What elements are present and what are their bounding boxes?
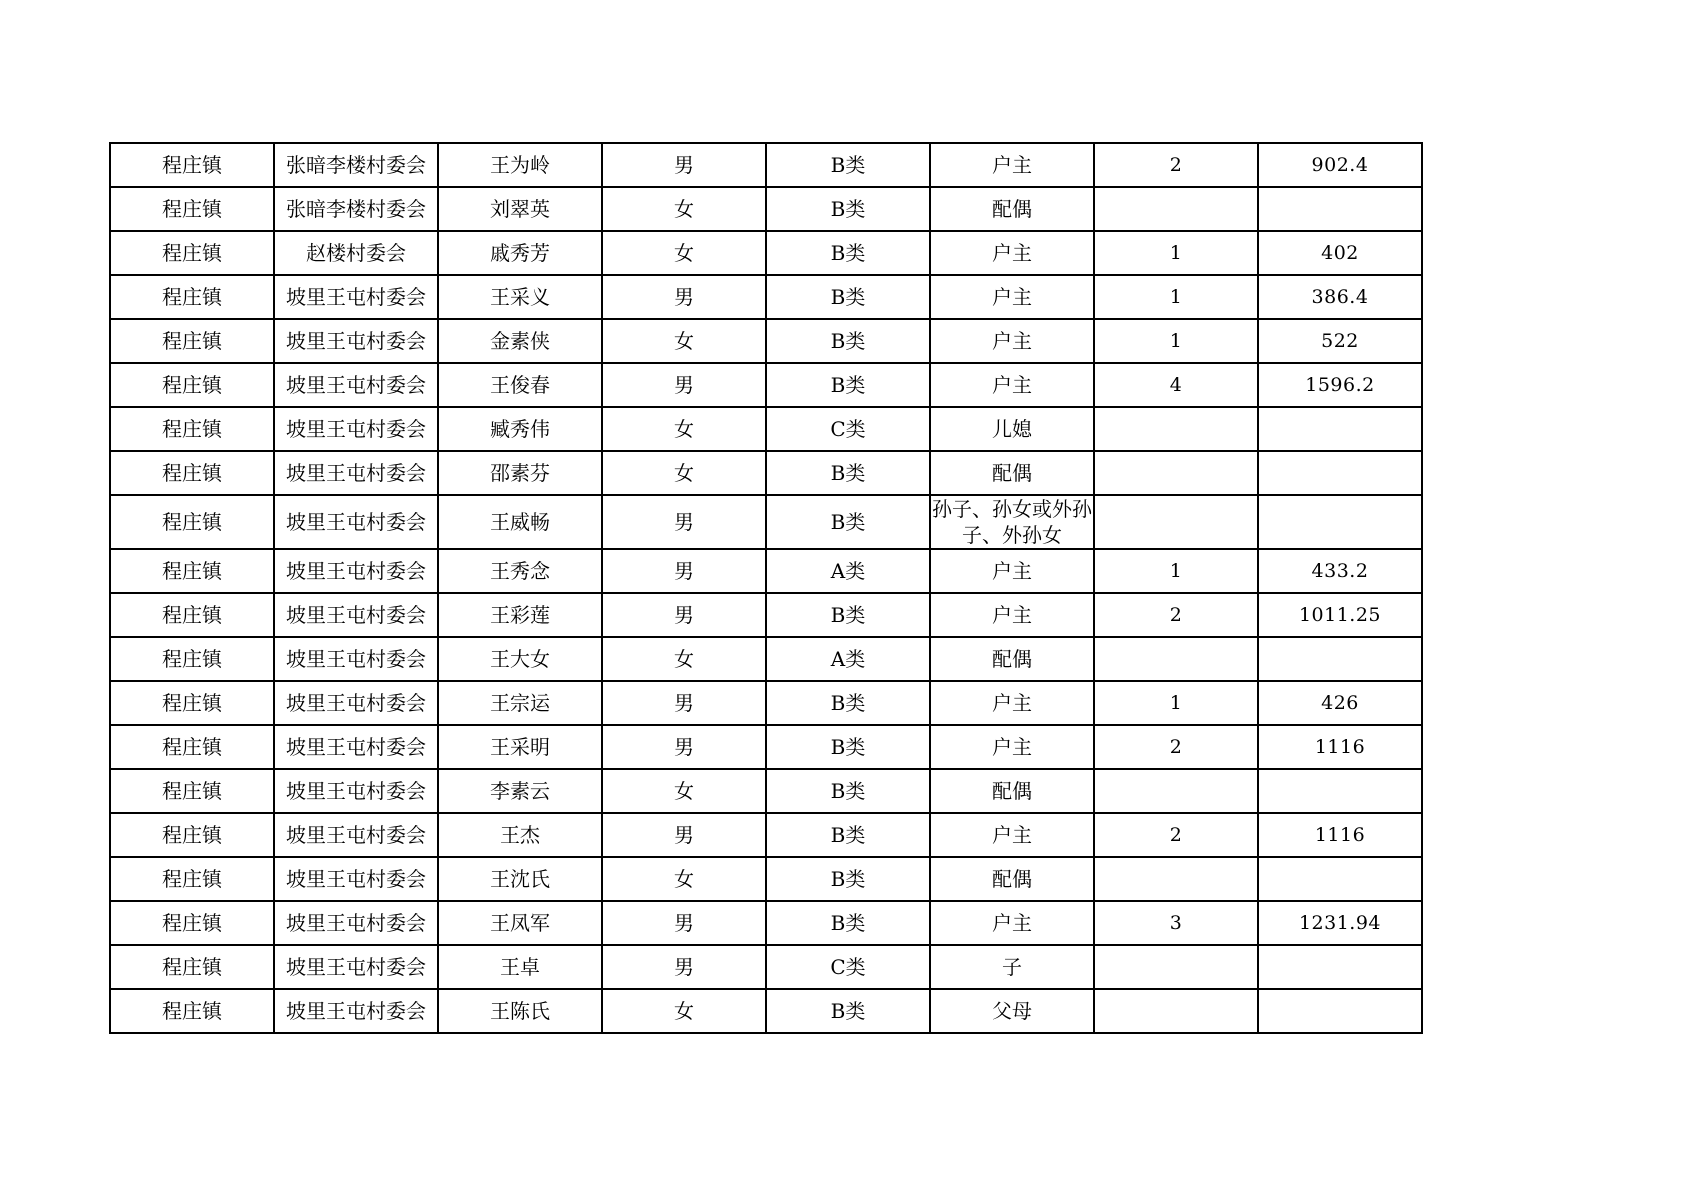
cell-name: 王凤军 (438, 901, 602, 945)
cell-count: 2 (1094, 813, 1258, 857)
cell-category: B类 (766, 187, 930, 231)
cell-count: 1 (1094, 231, 1258, 275)
cell-town: 程庄镇 (110, 187, 274, 231)
cell-town: 程庄镇 (110, 989, 274, 1033)
cell-name: 邵素芬 (438, 451, 602, 495)
cell-count (1094, 945, 1258, 989)
cell-amount (1258, 989, 1422, 1033)
cell-amount: 426 (1258, 681, 1422, 725)
cell-amount (1258, 769, 1422, 813)
cell-relation: 子 (930, 945, 1094, 989)
cell-count: 3 (1094, 901, 1258, 945)
table-row (110, 813, 1422, 857)
cell-amount: 1596.2 (1258, 363, 1422, 407)
cell-count (1094, 451, 1258, 495)
cell-village: 坡里王屯村委会 (274, 813, 438, 857)
cell-category: B类 (766, 901, 930, 945)
cell-category: B类 (766, 319, 930, 363)
cell-category: B类 (766, 857, 930, 901)
cell-amount (1258, 187, 1422, 231)
cell-relation: 户主 (930, 275, 1094, 319)
table-row (110, 681, 1422, 725)
cell-relation: 户主 (930, 901, 1094, 945)
cell-amount: 402 (1258, 231, 1422, 275)
cell-name: 刘翠英 (438, 187, 602, 231)
table-row (110, 495, 1422, 549)
cell-category: B类 (766, 495, 930, 549)
cell-name: 王彩莲 (438, 593, 602, 637)
cell-amount: 1116 (1258, 725, 1422, 769)
table-row (110, 637, 1422, 681)
cell-count: 1 (1094, 681, 1258, 725)
cell-gender: 女 (602, 451, 766, 495)
cell-count (1094, 857, 1258, 901)
cell-relation: 配偶 (930, 637, 1094, 681)
cell-amount: 522 (1258, 319, 1422, 363)
cell-gender: 女 (602, 637, 766, 681)
table-row (110, 143, 1422, 187)
cell-count (1094, 407, 1258, 451)
cell-amount (1258, 637, 1422, 681)
cell-gender: 女 (602, 231, 766, 275)
cell-gender: 男 (602, 593, 766, 637)
cell-village: 赵楼村委会 (274, 231, 438, 275)
cell-relation: 配偶 (930, 187, 1094, 231)
cell-count: 1 (1094, 275, 1258, 319)
cell-town: 程庄镇 (110, 637, 274, 681)
cell-name: 戚秀芳 (438, 231, 602, 275)
cell-gender: 男 (602, 363, 766, 407)
cell-category: B类 (766, 989, 930, 1033)
cell-count (1094, 989, 1258, 1033)
cell-category: C类 (766, 407, 930, 451)
table-row (110, 231, 1422, 275)
cell-town: 程庄镇 (110, 495, 274, 549)
cell-town: 程庄镇 (110, 945, 274, 989)
cell-village: 坡里王屯村委会 (274, 451, 438, 495)
cell-village: 坡里王屯村委会 (274, 901, 438, 945)
cell-town: 程庄镇 (110, 143, 274, 187)
cell-village: 坡里王屯村委会 (274, 945, 438, 989)
cell-category: B类 (766, 769, 930, 813)
cell-category: B类 (766, 593, 930, 637)
cell-name: 金素侠 (438, 319, 602, 363)
cell-town: 程庄镇 (110, 857, 274, 901)
table-row (110, 275, 1422, 319)
table-row (110, 945, 1422, 989)
cell-relation: 户主 (930, 143, 1094, 187)
cell-village: 坡里王屯村委会 (274, 593, 438, 637)
cell-category: B类 (766, 275, 930, 319)
cell-village: 坡里王屯村委会 (274, 549, 438, 593)
cell-name: 王采义 (438, 275, 602, 319)
cell-gender: 女 (602, 769, 766, 813)
cell-village: 坡里王屯村委会 (274, 637, 438, 681)
cell-name: 李素云 (438, 769, 602, 813)
cell-village: 坡里王屯村委会 (274, 725, 438, 769)
cell-gender: 男 (602, 143, 766, 187)
cell-town: 程庄镇 (110, 231, 274, 275)
cell-relation: 户主 (930, 681, 1094, 725)
cell-gender: 女 (602, 989, 766, 1033)
cell-name: 臧秀伟 (438, 407, 602, 451)
table-row (110, 407, 1422, 451)
cell-town: 程庄镇 (110, 725, 274, 769)
cell-village: 坡里王屯村委会 (274, 275, 438, 319)
cell-gender: 男 (602, 495, 766, 549)
cell-amount (1258, 451, 1422, 495)
cell-relation: 户主 (930, 593, 1094, 637)
cell-gender: 男 (602, 945, 766, 989)
cell-category: B类 (766, 363, 930, 407)
cell-town: 程庄镇 (110, 813, 274, 857)
table-row (110, 901, 1422, 945)
table-row (110, 725, 1422, 769)
cell-relation: 户主 (930, 363, 1094, 407)
cell-gender: 男 (602, 725, 766, 769)
cell-count: 1 (1094, 319, 1258, 363)
cell-category: B类 (766, 451, 930, 495)
cell-count: 2 (1094, 143, 1258, 187)
cell-gender: 女 (602, 319, 766, 363)
cell-town: 程庄镇 (110, 319, 274, 363)
cell-village: 坡里王屯村委会 (274, 495, 438, 549)
cell-category: A类 (766, 549, 930, 593)
cell-amount: 1231.94 (1258, 901, 1422, 945)
cell-town: 程庄镇 (110, 593, 274, 637)
cell-town: 程庄镇 (110, 407, 274, 451)
table-row (110, 593, 1422, 637)
table-row (110, 857, 1422, 901)
cell-town: 程庄镇 (110, 363, 274, 407)
cell-village: 坡里王屯村委会 (274, 857, 438, 901)
cell-name: 王陈氏 (438, 989, 602, 1033)
cell-village: 张暗李楼村委会 (274, 143, 438, 187)
cell-amount: 386.4 (1258, 275, 1422, 319)
cell-gender: 女 (602, 857, 766, 901)
cell-relation: 配偶 (930, 857, 1094, 901)
cell-town: 程庄镇 (110, 769, 274, 813)
cell-amount (1258, 945, 1422, 989)
cell-amount (1258, 495, 1422, 549)
table-row (110, 319, 1422, 363)
table-row (110, 989, 1422, 1033)
cell-relation: 儿媳 (930, 407, 1094, 451)
cell-relation: 配偶 (930, 769, 1094, 813)
cell-count: 2 (1094, 725, 1258, 769)
cell-village: 坡里王屯村委会 (274, 769, 438, 813)
cell-name: 王采明 (438, 725, 602, 769)
cell-relation: 户主 (930, 725, 1094, 769)
cell-category: B类 (766, 725, 930, 769)
cell-name: 王沈氏 (438, 857, 602, 901)
cell-count (1094, 187, 1258, 231)
cell-category: B类 (766, 681, 930, 725)
cell-gender: 男 (602, 681, 766, 725)
cell-amount: 902.4 (1258, 143, 1422, 187)
cell-count: 2 (1094, 593, 1258, 637)
cell-village: 张暗李楼村委会 (274, 187, 438, 231)
table-row (110, 451, 1422, 495)
table-row (110, 363, 1422, 407)
cell-name: 王秀念 (438, 549, 602, 593)
cell-name: 王俊春 (438, 363, 602, 407)
cell-relation: 户主 (930, 813, 1094, 857)
cell-name: 王宗运 (438, 681, 602, 725)
cell-count (1094, 637, 1258, 681)
cell-relation: 配偶 (930, 451, 1094, 495)
cell-name: 王卓 (438, 945, 602, 989)
table-row (110, 187, 1422, 231)
cell-village: 坡里王屯村委会 (274, 989, 438, 1033)
cell-category: C类 (766, 945, 930, 989)
cell-town: 程庄镇 (110, 901, 274, 945)
household-table (109, 142, 1423, 1034)
cell-gender: 女 (602, 407, 766, 451)
cell-gender: 男 (602, 813, 766, 857)
cell-gender: 女 (602, 187, 766, 231)
table-row (110, 549, 1422, 593)
cell-village: 坡里王屯村委会 (274, 319, 438, 363)
cell-count: 1 (1094, 549, 1258, 593)
cell-town: 程庄镇 (110, 275, 274, 319)
cell-count (1094, 769, 1258, 813)
cell-category: A类 (766, 637, 930, 681)
table-body (110, 143, 1422, 1033)
cell-town: 程庄镇 (110, 681, 274, 725)
cell-relation: 户主 (930, 231, 1094, 275)
cell-amount (1258, 407, 1422, 451)
cell-relation: 户主 (930, 549, 1094, 593)
cell-gender: 男 (602, 275, 766, 319)
cell-count (1094, 495, 1258, 549)
cell-village: 坡里王屯村委会 (274, 407, 438, 451)
cell-amount: 1011.25 (1258, 593, 1422, 637)
cell-category: B类 (766, 813, 930, 857)
cell-category: B类 (766, 143, 930, 187)
cell-name: 王为岭 (438, 143, 602, 187)
cell-amount (1258, 857, 1422, 901)
cell-name: 王大女 (438, 637, 602, 681)
cell-relation: 户主 (930, 319, 1094, 363)
cell-gender: 男 (602, 901, 766, 945)
cell-amount: 1116 (1258, 813, 1422, 857)
cell-amount: 433.2 (1258, 549, 1422, 593)
cell-town: 程庄镇 (110, 549, 274, 593)
cell-relation: 孙子、孙女或外孙子、外孙女 (932, 497, 1092, 547)
cell-village: 坡里王屯村委会 (274, 681, 438, 725)
cell-name: 王威畅 (438, 495, 602, 549)
cell-relation: 父母 (930, 989, 1094, 1033)
cell-count: 4 (1094, 363, 1258, 407)
cell-name: 王杰 (438, 813, 602, 857)
cell-gender: 男 (602, 549, 766, 593)
table-row (110, 769, 1422, 813)
cell-category: B类 (766, 231, 930, 275)
cell-town: 程庄镇 (110, 451, 274, 495)
cell-village: 坡里王屯村委会 (274, 363, 438, 407)
